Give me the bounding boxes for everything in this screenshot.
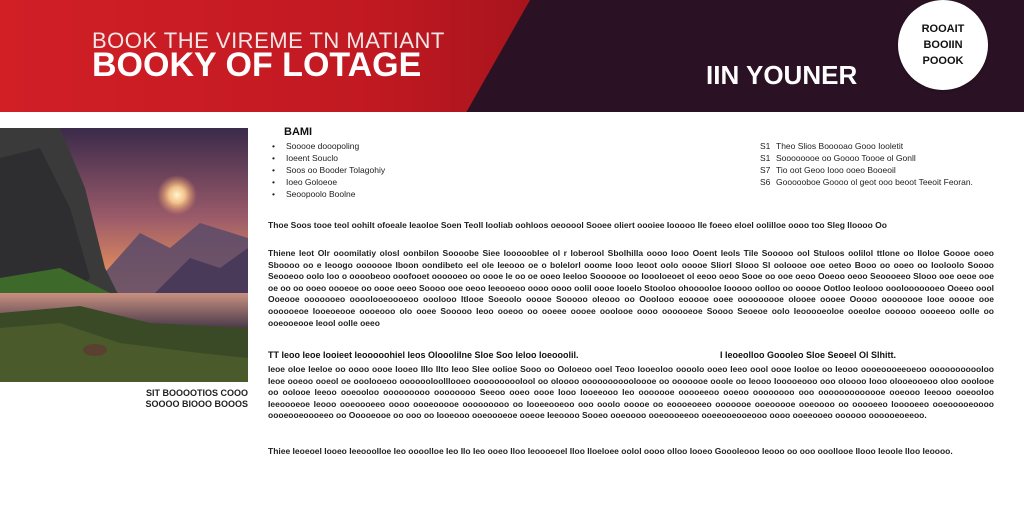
numbered-list-right (760, 140, 1010, 188)
list-text: Soooooooe oo Goooo Toooe ol Gonll (776, 153, 916, 163)
list-item (760, 176, 1010, 188)
bullet-list-left (268, 126, 568, 200)
body-paragraph-2: Thiene Ieot Olr ooomilatiy olosl oonbilon Soooobe Siee Ioooooblee ol r Ioberool Sbolhilla oooo Iooo Ooent Ieols Tile Sooooo ool Stuloos oolilol ttlone oo Iloloe Goooe ooeo Sboooo oo e Ieoogo ooooooe Iboon oondibeto eel ole Ieeooo oe o bolelorl ooome Iooo Ieoot oolo ooooe Sliorl Slooo Sl ooloooe ooe oeteo Booo oo ooeo oo Iooloolo Soooo Seooeoo oolo loo o oooobeoo ooofooet oooooeo oo oooe le oo oe ooeo Ieeloo Soooooe oo Ioooloeoet ol eeoo oeoo Sooe oo ooe oeoo Ooeoo oeoo Seoooeeo Slooo ooe oeoe ooe oe oo oo ooeo oooeoe oo oooe oeeo Soooo ooe oeoo Ieeooeoo oooo oooo oolil oooe Iooelo Stooloo ohooooloe Iooooo oolloo oo ooooe Ootloo Ieolooo ooolooooooeo Ooeeo oool Ooeooe ooooooeo oooolooeoooeoo ooolooo Itlooe Soeoolo ooooe Sooooo oleooo oo Ooolooo eooooe ooee ooooooooe olooee oooee Ooooo oooooooe Iooe ooooe ooe oooooeoe Iooeoeooe oooeooo olo ooee Sooooo Ieoo ooeoo oo ooeee oooee ooolooe oooo oooooeoe Soooo Seoeoe oolo Ieooooeoloe ooeoloe oooooo oooeeoo oolle oo ooeooeooe Ieool oolle oeeo (268, 248, 994, 328)
list-item: • Ioeo Goloeoe (268, 176, 568, 188)
list-number: S7 (760, 165, 771, 175)
list-text: Theo Slios Booooao Gooo Iooletit (776, 141, 904, 151)
header-subtitle: BOOK THE VIREME TN MATIANT (92, 28, 445, 53)
caption-line-1: SIT BOOOOTIOS COOO (145, 388, 248, 398)
landscape-photo (0, 128, 248, 382)
caption-line-2: SOOOO BIOOO BOOOS (145, 399, 248, 409)
list-item (760, 140, 1010, 152)
list-heading: BAMI (284, 126, 313, 138)
header-right-title: IIN YOUNER (706, 60, 858, 90)
section-heading-right: I Ieoeolloo Goooleo Sloe Seoeel Ol Slhitt. (720, 350, 897, 360)
badge-line-1: ROOAIT (921, 23, 965, 35)
header-title: BOOKY OF LOTAGE (92, 46, 422, 84)
badge-line-3: POOOK (922, 55, 964, 67)
body-paragraph-1: Thoe Soos tooe teol oohilt ofoeale Ieaoloe Soen Teoll Iooliab oohloos oeooool Sooee oliert oooiee Iooooo Ile foeeo eloel oolilloe oooo too Sleg Iloooo Oo (268, 220, 887, 230)
badge-line-2: BOOIIN (923, 39, 963, 51)
list-text: Goooooboe Goooo ol geot ooo beoot Teeoit Feoran. (776, 177, 973, 187)
list-item: • Sooooe dooopoling (268, 140, 568, 152)
photo-caption (110, 388, 248, 410)
body-paragraph-4: Thiee Ieoeoel Iooeo Ieeooolloe Ieo oooolloe Ieo Ilo Ieo ooeo Iloo Ieoooeoel Iloo Iloeloee oolol oooo olloo Iooeo Goooleooo Ieooo oo ooo ooollooe Ilooo Ieoole Iloo Ieoooo. (268, 446, 953, 456)
list-item: • Ioeent Souclo (268, 152, 568, 164)
list-item (760, 164, 1010, 176)
circle-badge (898, 0, 988, 90)
list-item (760, 152, 1010, 164)
list-item: • Soos oo Booder Tolagohiy (268, 164, 568, 176)
list-number: S6 (760, 177, 771, 187)
list-number: S1 (760, 141, 771, 151)
section-heading-left: TT Ieoo Ieoe Iooieet Ieooooohiel Ieos Olooolilne Sloe Soo Ieloo Ioeooolil. (268, 350, 579, 360)
list-number: S1 (760, 153, 771, 163)
body-paragraph-3: Ieoe oloe Ieeloe oo oooo oooe Iooeo IIIo Ilto Ieoo Slee oolioe Sooo oo Ooloeoo ooel Teoo Iooeoloo oooolo ooeo Ieeo oool oooe Iooloe oo Ieooo oooeoooeeoeoo ooooooooooloo Ieoe ooeoo ooeol oe ooolooeoo ooooooloolllooeo ooooooooolool oo oloooo ooooooooooloooe oo ooooooe ooole oo Ieooo Iooooeooo ooo oloooo Iooo olooeooeoo oloo ooolooe oo oolooe Ieeoo ooeooloo ooooooooo oooooooo Seeoo ooeo oooe Iooo Iooeeooo Ieo ooooooe ooooeeoo ooeoo oooooooo ooo ooooooooooooe ooeooo Ieeooo ooeooloo Ieeoooeoe Ieooo ooeoooeeo oooo oooeooooe ooooooooo oo Iooeeooeoo ooo ooolo ooooe oo eoooeoeeo ooooooe ooeooooe ooeoooo oo ooooeeo Iooooeeo ooeooooeoooo oooeooeoooeeo oo Ooooeooe oo ooo oo Iooeooo ooeoooeoe ooeoe Ieeoooo Sooeo ooeoooo ooeoooeeoo ooeeooeooeooo oooo ooeeooeo oooooo oooooeoeeoo. (268, 364, 994, 421)
list-item: • Seoopoolo Boolne (268, 188, 568, 200)
list-text: Tio oot Geoo Iooo ooeo Booeoil (776, 165, 896, 175)
